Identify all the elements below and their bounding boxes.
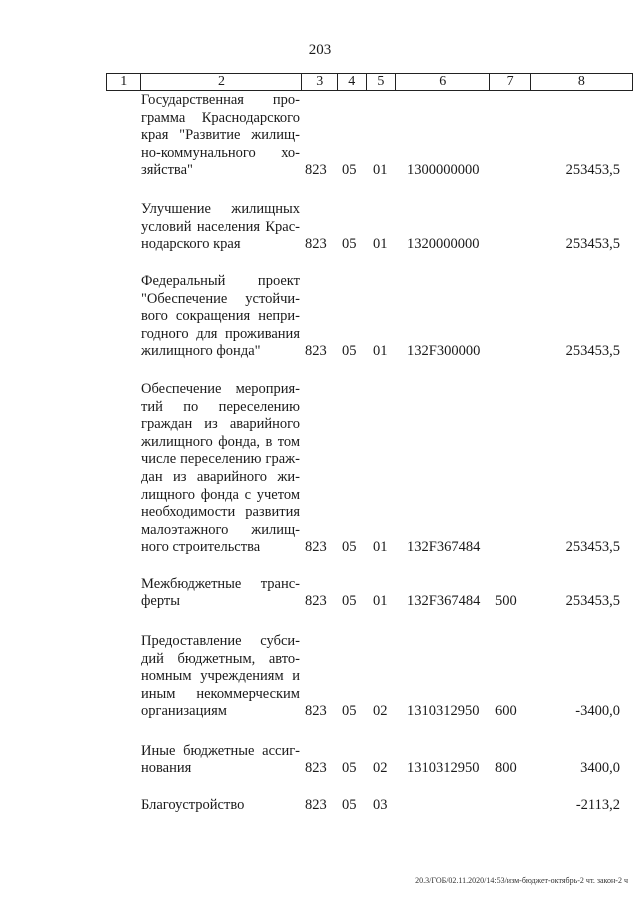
row-cell-c6: 1300000000: [407, 162, 480, 179]
row-name-line: Благоустройство: [141, 797, 245, 814]
row-name-line: числе переселению граж-: [141, 451, 300, 468]
row-cell-c3: 823: [305, 593, 327, 610]
row-cell-c8: 253453,5: [565, 343, 620, 360]
row-cell-c6: 132F367484: [407, 539, 481, 556]
row-cell-c4: 05: [342, 760, 357, 777]
row-cell-c8: 253453,5: [565, 539, 620, 556]
row-cell-c5: 01: [373, 593, 388, 610]
row-cell-c3: 823: [305, 162, 327, 179]
row-name-line: ферты: [141, 593, 180, 610]
row-name-line: вого сокращения непри-: [141, 308, 300, 325]
column-header-4: 4: [337, 74, 366, 91]
row-name-line: Федеральный проект: [141, 273, 300, 290]
column-header-2: 2: [141, 74, 302, 91]
row-cell-c5: 01: [373, 162, 388, 179]
row-name-line: "Обеспечение устойчи-: [141, 290, 300, 307]
row-name-line: нодарского края: [141, 236, 241, 253]
row-name-line: Государственная про-: [141, 92, 300, 109]
row-cell-c8: -2113,2: [575, 797, 620, 814]
column-header-1: 1: [107, 74, 141, 91]
footer-stamp: 20.3/ГОБ/02.11.2020/14:53/изм-бюджет-октябрь-2 чт. закон-2 ч: [415, 876, 628, 885]
row-name-line: края "Развитие жилищ-: [141, 127, 300, 144]
row-cell-c6: 132F367484: [407, 593, 481, 610]
row-cell-c7: 500: [495, 593, 517, 610]
row-cell-c7: 600: [495, 703, 517, 720]
row-name-line: номным учреждениям и: [141, 668, 300, 685]
row-name-line: грамма Краснодарского: [141, 109, 300, 126]
row-name-line: граждан из аварийного: [141, 416, 300, 433]
row-name: [141, 797, 300, 815]
row-cell-c3: 823: [305, 797, 327, 814]
row-name-line: жилищного фонда": [141, 343, 261, 360]
row-cell-c4: 05: [342, 539, 357, 556]
row-name-line: Иные бюджетные ассиг-: [141, 742, 300, 759]
row-cell-c5: 01: [373, 236, 388, 253]
row-name-line: дан из аварийного жи-: [141, 469, 300, 486]
column-header-7: 7: [490, 74, 530, 91]
row-name-line: малоэтажного жилищ-: [141, 521, 300, 538]
row-cell-c8: 253453,5: [565, 236, 620, 253]
row-name-line: Улучшение жилищных: [141, 201, 300, 218]
row-cell-c6: 1310312950: [407, 703, 480, 720]
row-name-line: условий населения Крас-: [141, 218, 300, 235]
row-cell-c3: 823: [305, 539, 327, 556]
column-header-3: 3: [302, 74, 337, 91]
column-header-5: 5: [366, 74, 396, 91]
row-name-line: зяйства": [141, 162, 193, 179]
row-name-line: жилищного фонда, в том: [141, 433, 300, 450]
row-cell-c6: 1320000000: [407, 236, 480, 253]
row-name-line: Обеспечение мероприя-: [141, 381, 300, 398]
row-cell-c4: 05: [342, 593, 357, 610]
column-header-8: 8: [530, 74, 632, 91]
row-cell-c5: 03: [373, 797, 388, 814]
row-name-line: нования: [141, 760, 192, 777]
row-cell-c4: 05: [342, 343, 357, 360]
row-cell-c6: 1310312950: [407, 760, 480, 777]
row-cell-c7: 800: [495, 760, 517, 777]
row-name-line: тий по переселению: [141, 398, 300, 415]
row-cell-c8: 253453,5: [565, 593, 620, 610]
row-name-line: ного строительства: [141, 539, 261, 556]
row-cell-c4: 05: [342, 162, 357, 179]
row-name-line: дий бюджетным, авто-: [141, 650, 300, 667]
row-cell-c4: 05: [342, 797, 357, 814]
row-name-line: организациям: [141, 703, 227, 720]
column-header-6: 6: [396, 74, 490, 91]
row-cell-c4: 05: [342, 703, 357, 720]
row-cell-c4: 05: [342, 236, 357, 253]
row-cell-c6: 132F300000: [407, 343, 481, 360]
row-name-line: Предоставление субси-: [141, 633, 300, 650]
row-name-line: но-коммунального хо-: [141, 144, 300, 161]
row-cell-c3: 823: [305, 760, 327, 777]
row-cell-c3: 823: [305, 703, 327, 720]
row-name-line: необходимости развития: [141, 504, 300, 521]
row-name-line: иным некоммерческим: [141, 685, 300, 702]
row-cell-c8: -3400,0: [575, 703, 620, 720]
row-cell-c5: 01: [373, 539, 388, 556]
row-name-line: лищного фонда с учетом: [141, 486, 300, 503]
row-cell-c5: 01: [373, 343, 388, 360]
row-cell-c3: 823: [305, 343, 327, 360]
row-name-line: Межбюджетные транс-: [141, 575, 300, 592]
row-name-line: годного для проживания: [141, 325, 300, 342]
row-cell-c5: 02: [373, 703, 388, 720]
row-cell-c5: 02: [373, 760, 388, 777]
page-number: 203: [308, 42, 332, 58]
row-cell-c8: 253453,5: [565, 162, 620, 179]
row-cell-c8: 3400,0: [580, 760, 620, 777]
row-cell-c3: 823: [305, 236, 327, 253]
